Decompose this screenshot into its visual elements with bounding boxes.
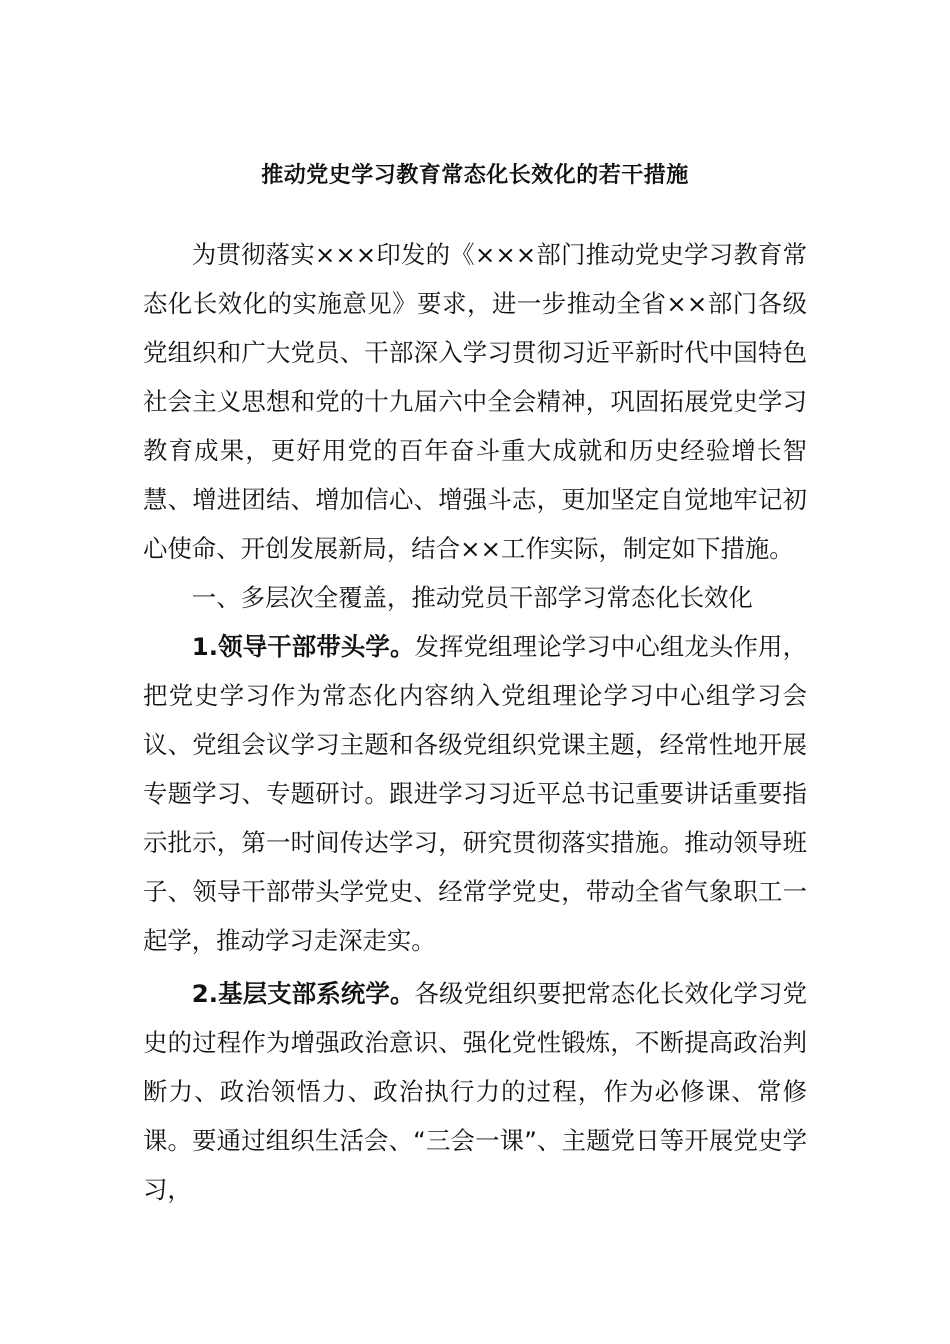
document-title: 推动党史学习教育常态化长效化的若干措施	[261, 163, 689, 188]
item-1-text: 发挥党组理论学习中心组龙头作用，把党史学习作为常态化内容纳入党组理论学习中心组学习会议、党组会议学习主题和各级党组织党课主题，经常性地开展专题学习、专题研讨。跟进学习习近平总书记重要讲话重要指示批示，第一时间传达学习，研究贯彻落实措施。推动领导班子、领导干部带头学党史、经常学党史，带动全省气象职工一起学，推动学习走深走实。	[143, 632, 807, 955]
item-paragraph-2	[143, 969, 807, 1214]
section-heading: 一、多层次全覆盖，推动党员干部学习常态化长效化	[191, 583, 753, 612]
item-2-text: 各级党组织要把常态化长效化学习党史的过程作为增强政治意识、强化党性锻炼，不断提高政治判断力、政治领悟力、政治执行力的过程，作为必修课、常修课。要通过组织生活会、“三会一课”、主题党日等开展党史学习，	[143, 979, 807, 1204]
item-paragraph-1	[143, 622, 807, 965]
item-2-lead: 2.基层支部系统学。	[191, 979, 415, 1008]
intro-paragraph: 为贯彻落实×××印发的《×××部门推动党史学习教育常态化长效化的实施意见》要求，进一步推动全省××部门各级党组织和广大党员、干部深入学习贯彻习近平新时代中国特色社会主义思想和党的十九届六中全会精神，巩固拓展党史学习教育成果，更好用党的百年奋斗重大成就和历史经验增长智慧、增进团结、增加信心、增强斗志，更加坚定自觉地牢记初心使命、开创发展新局，结合××工作实际，制定如下措施。	[143, 240, 807, 563]
item-1-lead: 1.领导干部带头学。	[191, 632, 415, 661]
document-body	[143, 230, 807, 1214]
